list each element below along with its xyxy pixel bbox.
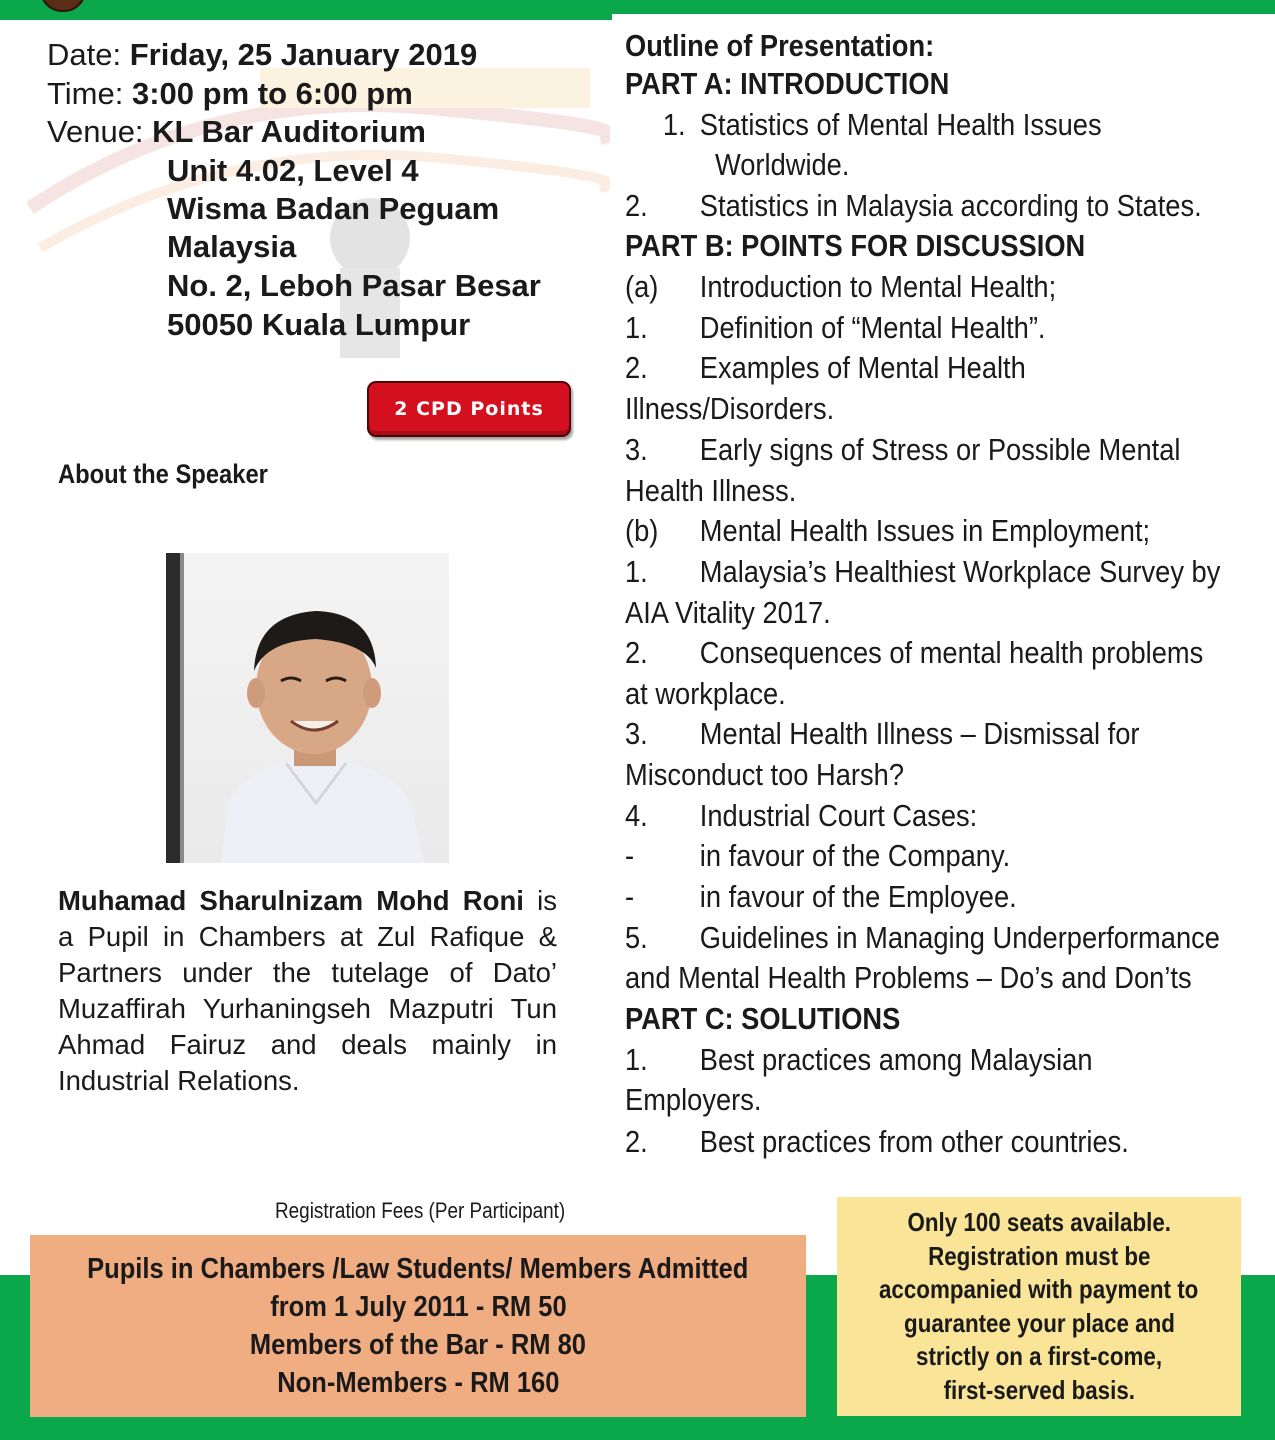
top-green-bar-left [0, 0, 612, 20]
seats-note-line-3: accompanied with payment to [879, 1274, 1199, 1304]
venue-line-1: KL Bar Auditorium [152, 114, 426, 149]
speaker-bio [58, 883, 557, 1099]
cpd-points-badge: 2 CPD Points [367, 381, 571, 437]
venue-line-5: No. 2, Leboh Pasar Besar [167, 268, 541, 303]
outline-title: Outline of Presentation: [625, 28, 935, 63]
time-label: Time: [47, 76, 132, 111]
venue-line-2: Unit 4.02, Level 4 [167, 153, 419, 188]
venue-line-4: Malaysia [167, 229, 297, 264]
fee-line-pupils-continued: from 1 July 2011 - RM 50 [269, 1291, 567, 1323]
top-green-bar-right [612, 0, 1275, 14]
part-c-heading: PART C: SOLUTIONS [625, 1001, 901, 1036]
part-b-heading: PART B: POINTS FOR DISCUSSION [625, 228, 1086, 263]
outline-item-bb5-continued: and Mental Health Problems – Do’s and Don’ts [625, 960, 1192, 995]
seats-note-line-6: first-served basis. [943, 1374, 1135, 1405]
speaker-name: Muhamad Sharulnizam Mohd Roni [58, 885, 524, 916]
outline-item-b3-continued: Health Illness. [625, 473, 797, 508]
outline-item-a1-continued: Worldwide. [715, 147, 850, 182]
outline-item-b2-continued: Illness/Disorders. [625, 391, 835, 426]
date-value: Friday, 25 January 2019 [129, 37, 478, 72]
seats-note-line-2: Registration must be [927, 1240, 1151, 1271]
speaker-portrait-image [166, 553, 449, 863]
seats-note-line-1: Only 100 seats available. [907, 1207, 1171, 1237]
registration-fees-caption: Registration Fees (Per Participant) [275, 1198, 566, 1223]
outline-item-bb2-continued: at workplace. [625, 676, 786, 711]
fee-line-non-members: Non-Members - RM 160 [276, 1367, 560, 1399]
seats-note-line-5: strictly on a first-come, [915, 1341, 1163, 1371]
outline-item-c1-continued: Employers. [625, 1082, 762, 1117]
event-venue [47, 113, 426, 151]
outline-item-bb3-continued: Misconduct too Harsh? [625, 757, 905, 792]
venue-line-6: 50050 Kuala Lumpur [167, 307, 471, 342]
event-date [47, 36, 477, 74]
part-a-heading: PART A: INTRODUCTION [625, 66, 950, 101]
speaker-bio-text: is a Pupil in Chambers at Zul Rafique & Partners under the tutelage of Dato’ Muzaffirah Yurhaningseh Mazputri Tun Ahmad Fairuz and deals mainly in Industrial Relations. [58, 885, 557, 1096]
venue-label: Venue: [47, 114, 153, 149]
fee-line-pupils: Pupils in Chambers /Law Students/ Members Admitted [87, 1253, 749, 1285]
outline-item-bb1-continued: AIA Vitality 2017. [625, 595, 831, 630]
event-time [47, 75, 413, 113]
registration-fees-box [30, 1235, 806, 1417]
time-value: 3:00 pm to 6:00 pm [131, 76, 413, 111]
about-speaker-heading: About the Speaker [58, 459, 268, 489]
seats-availability-note [837, 1197, 1241, 1416]
speaker-photo [166, 553, 449, 863]
venue-line-3: Wisma Badan Peguam [167, 191, 500, 226]
date-label: Date: [47, 37, 130, 72]
fee-line-members: Members of the Bar - RM 80 [249, 1329, 587, 1361]
seats-note-line-4: guarantee your place and [903, 1307, 1175, 1338]
